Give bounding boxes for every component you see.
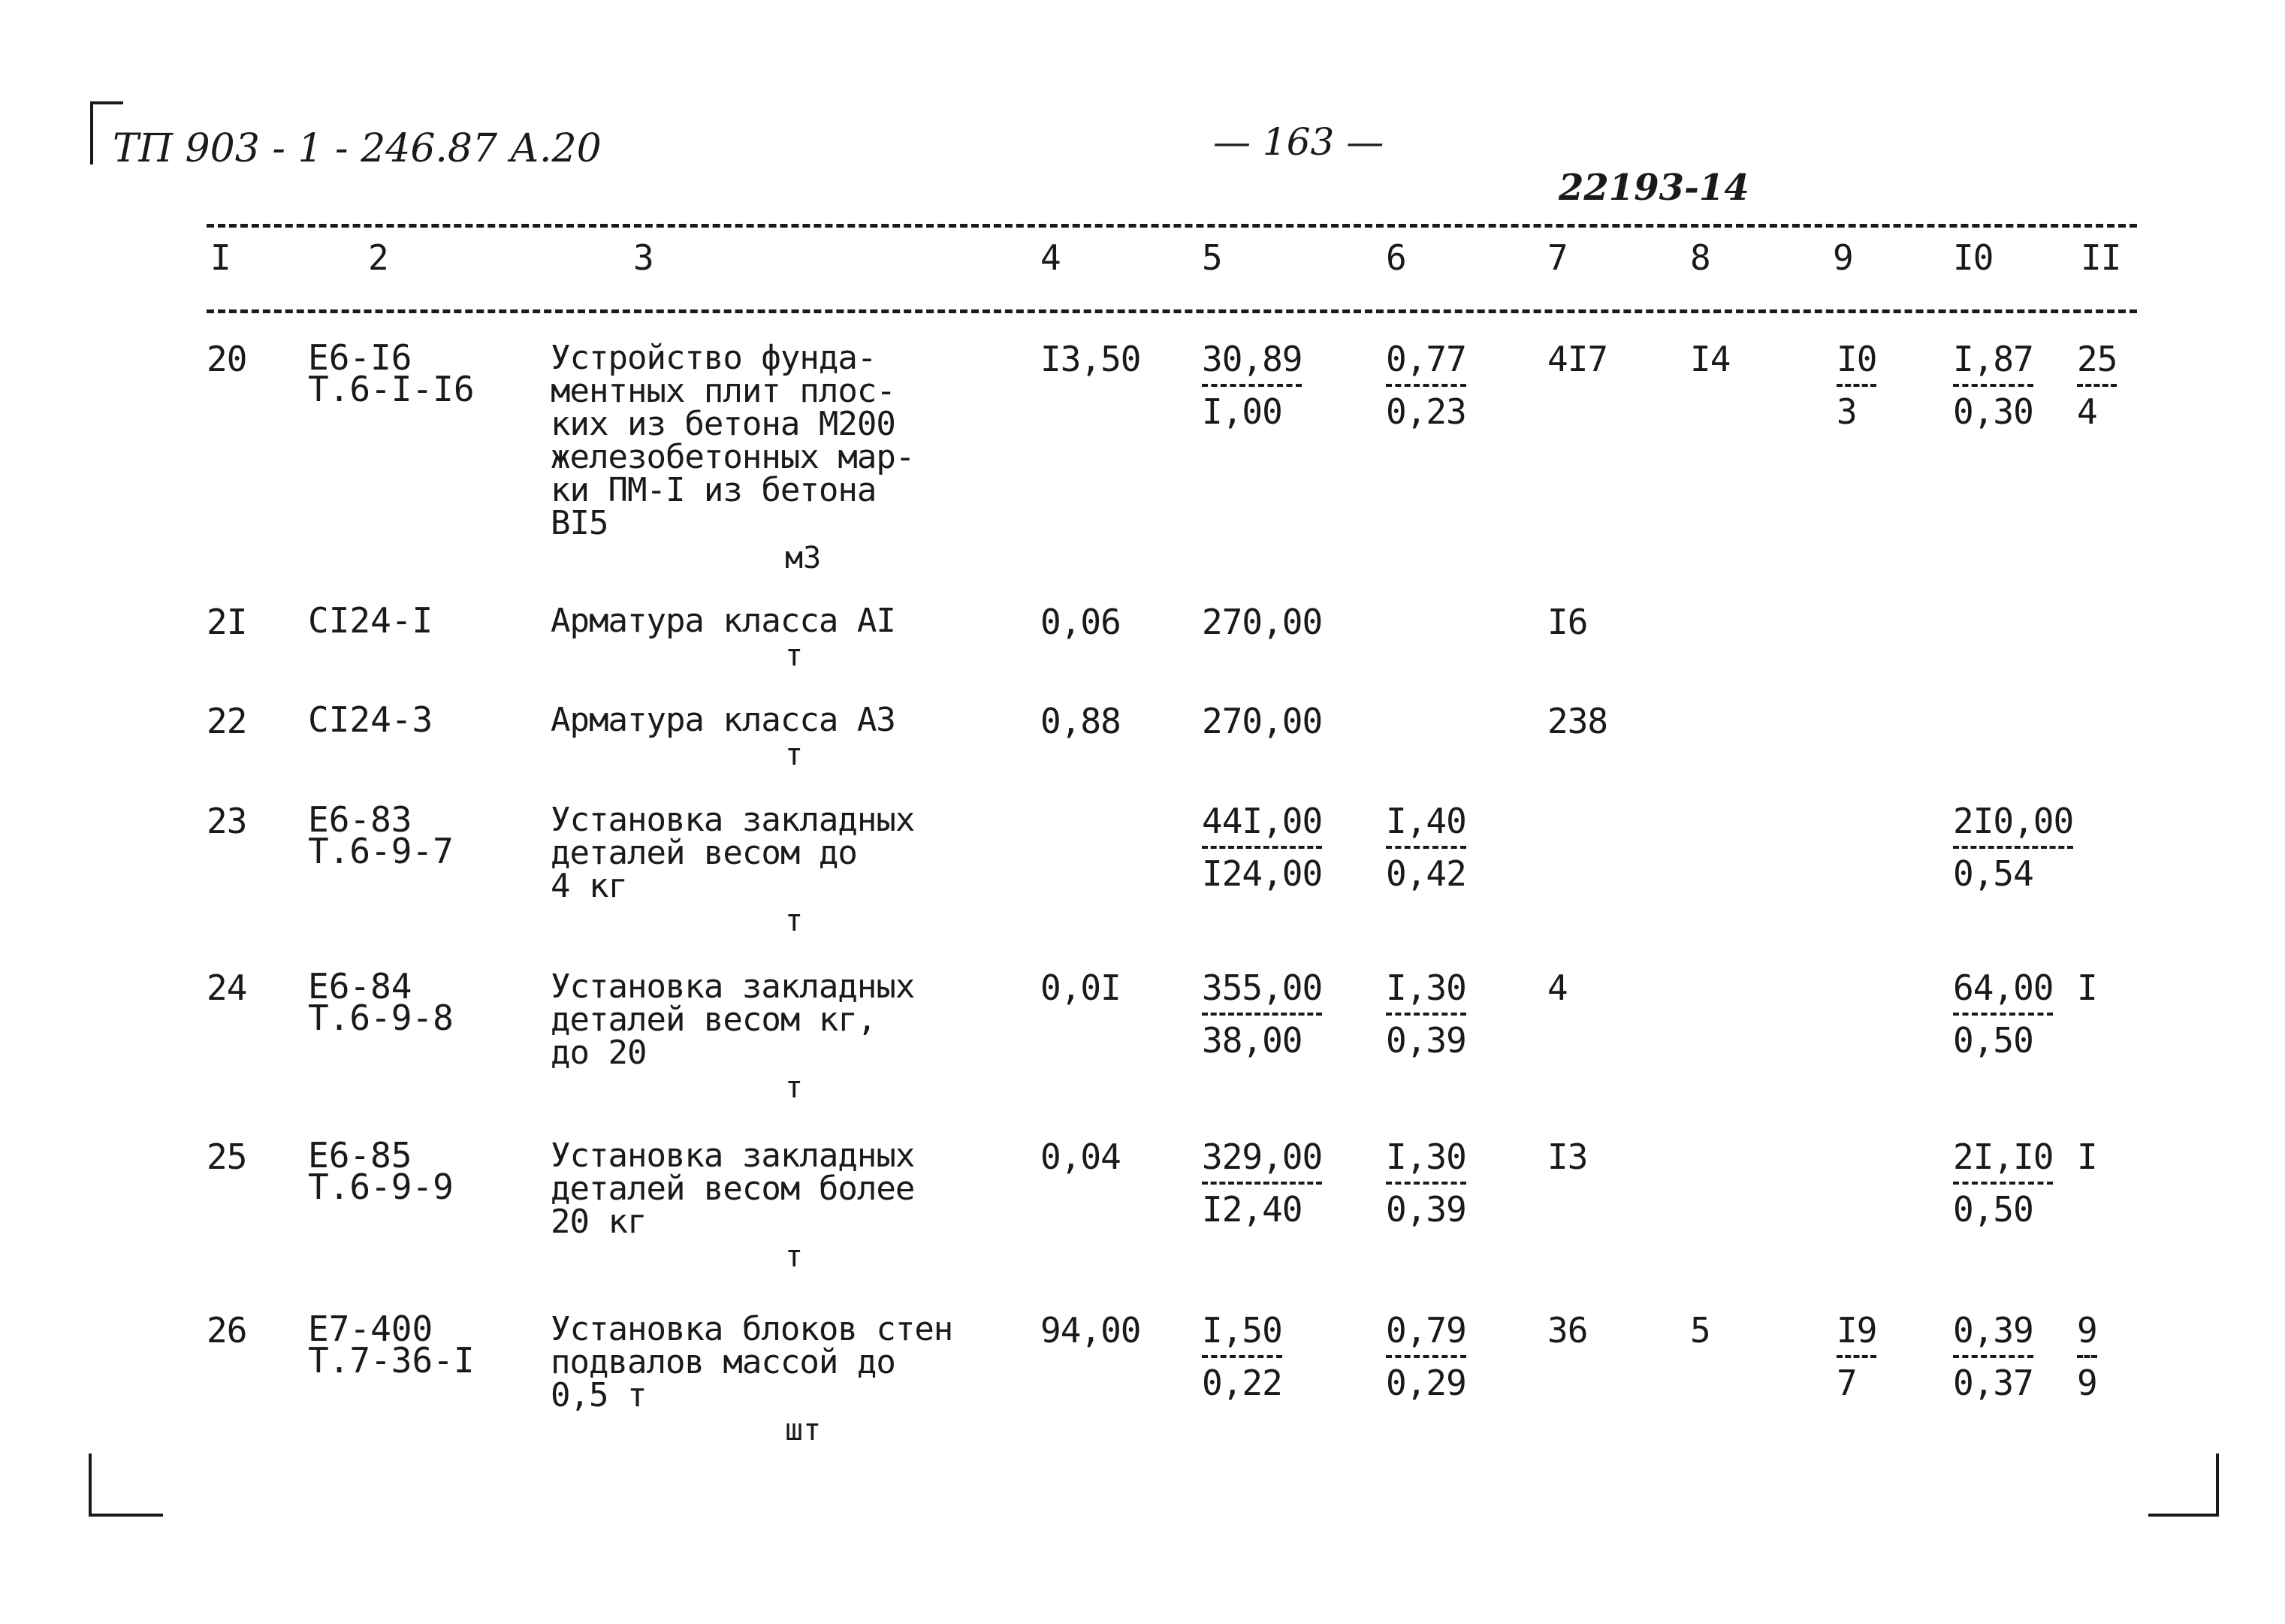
fraction-bar bbox=[1386, 1355, 1466, 1358]
fraction-numerator: 355,00 bbox=[1202, 967, 1323, 1008]
fraction-numerator: I,50 bbox=[1202, 1310, 1282, 1351]
cell-c7: I6 bbox=[1547, 602, 1588, 642]
unit-of-measure: м3 bbox=[785, 541, 822, 575]
fraction-numerator: I,40 bbox=[1386, 801, 1466, 841]
row-number: 22 bbox=[207, 701, 247, 741]
fraction-denominator: 0,39 bbox=[1386, 1020, 1466, 1061]
fraction-denominator: 9 bbox=[2077, 1363, 2097, 1403]
fraction-numerator: I,87 bbox=[1953, 339, 2033, 379]
cell-c7: 4I7 bbox=[1547, 339, 1608, 379]
work-code: Е7-400 bbox=[308, 1309, 433, 1349]
row-number: 26 bbox=[207, 1310, 247, 1351]
column-header: 3 bbox=[633, 237, 654, 278]
column-header: 5 bbox=[1202, 237, 1222, 278]
archive-number: 22193-14 bbox=[1559, 167, 1749, 209]
document-code: ТП 903 - 1 - 246.87 А.20 bbox=[113, 126, 602, 171]
column-header: 6 bbox=[1386, 237, 1406, 278]
work-description: Установка закладных bbox=[551, 801, 915, 839]
fraction-bar bbox=[1837, 1355, 1876, 1358]
fraction-numerator: I,30 bbox=[1386, 967, 1466, 1008]
fraction-denominator: 0,42 bbox=[1386, 853, 1466, 894]
row-number: 24 bbox=[207, 967, 247, 1008]
fraction-bar bbox=[1953, 1182, 2053, 1185]
column-header: I bbox=[210, 237, 231, 278]
work-code: Т.6-9-9 bbox=[308, 1167, 454, 1207]
work-description: Арматура класса АI bbox=[551, 602, 895, 640]
work-code: Е6-85 bbox=[308, 1135, 412, 1176]
cell-c4: 0,04 bbox=[1040, 1136, 1121, 1177]
bottom-right-corner-mark bbox=[2148, 1453, 2219, 1517]
header-bottom-rule bbox=[207, 309, 2137, 313]
row-number: 20 bbox=[207, 339, 247, 379]
work-code: Т.7-36-I bbox=[308, 1340, 475, 1381]
fraction-denominator: 0,50 bbox=[1953, 1020, 2033, 1061]
fraction-cell-c6 bbox=[1386, 339, 1466, 432]
fraction-bar bbox=[1386, 846, 1466, 849]
column-header: I0 bbox=[1953, 237, 1994, 278]
fraction-cell-c11 bbox=[2077, 1310, 2097, 1403]
fraction-numerator: 2I0,00 bbox=[1953, 801, 2074, 841]
fraction-denominator: 0,54 bbox=[1953, 853, 2033, 894]
fraction-numerator: 0,39 bbox=[1953, 1310, 2033, 1351]
fraction-denominator: 0,50 bbox=[1953, 1189, 2033, 1230]
fraction-cell-c5 bbox=[1202, 801, 1323, 894]
cell-c7: 238 bbox=[1547, 701, 1608, 741]
fraction-cell-c6 bbox=[1386, 967, 1466, 1061]
fraction-bar bbox=[1202, 384, 1302, 387]
fraction-bar bbox=[1837, 384, 1876, 387]
fraction-numerator: 329,00 bbox=[1202, 1136, 1323, 1177]
fraction-cell-c6 bbox=[1386, 1136, 1466, 1230]
fraction-denominator: 0,30 bbox=[1953, 391, 2033, 432]
work-description: 20 кг bbox=[551, 1203, 647, 1241]
work-description: деталей весом кг, bbox=[551, 1001, 877, 1039]
row-number: 23 bbox=[207, 801, 247, 841]
bottom-left-corner-mark bbox=[89, 1453, 163, 1517]
table-top-rule bbox=[207, 224, 2137, 228]
fraction-denominator: I2,40 bbox=[1202, 1189, 1302, 1230]
unit-of-measure: шт bbox=[785, 1413, 822, 1447]
fraction-bar bbox=[1386, 1013, 1466, 1016]
work-code: Е6-83 bbox=[308, 799, 412, 840]
fraction-cell-c5 bbox=[1202, 1136, 1323, 1230]
work-description: 4 кг bbox=[551, 867, 627, 905]
work-description: железобетонных мар- bbox=[551, 438, 915, 476]
fraction-bar bbox=[1202, 1355, 1282, 1358]
fraction-bar bbox=[1386, 1182, 1466, 1185]
cell-c7: 36 bbox=[1547, 1310, 1588, 1351]
fraction-denominator: 3 bbox=[1837, 391, 1857, 432]
fraction-denominator: 0,39 bbox=[1386, 1189, 1466, 1230]
work-description: ВI5 bbox=[551, 504, 608, 542]
unit-of-measure: т bbox=[785, 638, 804, 673]
fraction-denominator: 0,37 bbox=[1953, 1363, 2033, 1403]
column-header: 7 bbox=[1547, 237, 1568, 278]
fraction-cell-c10 bbox=[1953, 967, 2054, 1061]
column-header: 4 bbox=[1040, 237, 1061, 278]
fraction-bar bbox=[1202, 1013, 1322, 1016]
work-code: Е6-84 bbox=[308, 966, 412, 1007]
fraction-bar bbox=[2077, 1355, 2097, 1358]
fraction-cell-c10 bbox=[1953, 339, 2033, 432]
unit-of-measure: т bbox=[785, 1239, 804, 1274]
work-description: Установка закладных bbox=[551, 967, 915, 1006]
cell-c4: 0,06 bbox=[1040, 602, 1121, 642]
cell-c4: I3,50 bbox=[1040, 339, 1141, 379]
fraction-denominator: 38,00 bbox=[1202, 1020, 1302, 1061]
fraction-cell-c10 bbox=[1953, 801, 2074, 894]
work-description: ки ПМ-I из бетона bbox=[551, 471, 877, 509]
fraction-cell-c6 bbox=[1386, 1310, 1466, 1403]
fraction-bar bbox=[1202, 1182, 1322, 1185]
work-description: Установка блоков стен bbox=[551, 1310, 953, 1348]
column-header: II bbox=[2081, 237, 2121, 278]
fraction-numerator: 2I,I0 bbox=[1953, 1136, 2054, 1177]
fraction-cell-c6 bbox=[1386, 801, 1466, 894]
row-number: 25 bbox=[207, 1136, 247, 1177]
fraction-numerator: 0,79 bbox=[1386, 1310, 1466, 1351]
column-header: 8 bbox=[1690, 237, 1710, 278]
fraction-bar bbox=[2077, 384, 2117, 387]
work-code: Е6-I6 bbox=[308, 337, 412, 378]
work-description: деталей весом до bbox=[551, 834, 857, 872]
work-description: 0,5 т bbox=[551, 1376, 647, 1414]
fraction-numerator: 64,00 bbox=[1953, 967, 2054, 1008]
fraction-denominator: 0,23 bbox=[1386, 391, 1466, 432]
unit-of-measure: т bbox=[785, 738, 804, 772]
work-description: Установка закладных bbox=[551, 1136, 915, 1175]
fraction-bar bbox=[1953, 384, 2033, 387]
fraction-cell-c11 bbox=[2077, 339, 2117, 432]
fraction-numerator: 44I,00 bbox=[1202, 801, 1323, 841]
fraction-numerator: I9 bbox=[1837, 1310, 1877, 1351]
work-code: СI24-3 bbox=[308, 699, 433, 740]
cell-c5: 270,00 bbox=[1202, 602, 1323, 642]
fraction-denominator: I24,00 bbox=[1202, 853, 1323, 894]
fraction-numerator: 0,77 bbox=[1386, 339, 1466, 379]
fraction-numerator: 30,89 bbox=[1202, 339, 1302, 379]
fraction-cell-c9 bbox=[1837, 1310, 1877, 1403]
fraction-numerator: 25 bbox=[2077, 339, 2117, 379]
fraction-cell-c5 bbox=[1202, 1310, 1282, 1403]
work-code: Т.6-9-7 bbox=[308, 831, 454, 871]
cell-c8: 5 bbox=[1690, 1310, 1710, 1351]
fraction-bar bbox=[1202, 846, 1322, 849]
work-description: деталей весом более bbox=[551, 1170, 915, 1208]
work-description: до 20 bbox=[551, 1034, 647, 1072]
fraction-denominator: 0,22 bbox=[1202, 1363, 1282, 1403]
fraction-bar bbox=[1386, 384, 1466, 387]
work-description: Устройство фунда- bbox=[551, 339, 877, 377]
work-code: СI24-I bbox=[308, 600, 433, 641]
fraction-denominator: 4 bbox=[2077, 391, 2097, 432]
row-number: 2I bbox=[207, 602, 247, 642]
fraction-cell-c10 bbox=[1953, 1136, 2054, 1230]
cell-c4: 94,00 bbox=[1040, 1310, 1141, 1351]
column-header: 9 bbox=[1833, 237, 1853, 278]
work-description: Арматура класса А3 bbox=[551, 701, 895, 739]
fraction-cell-c5 bbox=[1202, 967, 1323, 1061]
work-code: Т.6-I-I6 bbox=[308, 369, 475, 409]
cell-c4: 0,0I bbox=[1040, 967, 1121, 1008]
fraction-numerator: 9 bbox=[2077, 1310, 2097, 1351]
fraction-denominator: I,00 bbox=[1202, 391, 1282, 432]
fraction-denominator: 0,29 bbox=[1386, 1363, 1466, 1403]
fraction-bar bbox=[1953, 1355, 2033, 1358]
fraction-cell-c9 bbox=[1837, 339, 1877, 432]
fraction-numerator: I,30 bbox=[1386, 1136, 1466, 1177]
fraction-denominator: 7 bbox=[1837, 1363, 1857, 1403]
fraction-cell-c10 bbox=[1953, 1310, 2033, 1403]
cell-c7: I3 bbox=[1547, 1136, 1588, 1177]
fraction-bar bbox=[1953, 846, 2073, 849]
work-description: ких из бетона М200 bbox=[551, 405, 895, 443]
fraction-cell-c5 bbox=[1202, 339, 1302, 432]
unit-of-measure: т bbox=[785, 1070, 804, 1105]
cell-c11: I bbox=[2077, 967, 2097, 1008]
page-number: — 163 — bbox=[1213, 120, 1384, 164]
fraction-numerator: I0 bbox=[1837, 339, 1877, 379]
work-description: подвалов массой до bbox=[551, 1343, 895, 1381]
cell-c7: 4 bbox=[1547, 967, 1568, 1008]
fraction-bar bbox=[1953, 1013, 2053, 1016]
column-header: 2 bbox=[368, 237, 388, 278]
cell-c4: 0,88 bbox=[1040, 701, 1121, 741]
work-code: Т.6-9-8 bbox=[308, 998, 454, 1038]
cell-c8: I4 bbox=[1690, 339, 1731, 379]
cell-c5: 270,00 bbox=[1202, 701, 1323, 741]
work-description: ментных плит плос- bbox=[551, 372, 895, 410]
cell-c11: I bbox=[2077, 1136, 2097, 1177]
unit-of-measure: т bbox=[785, 904, 804, 938]
